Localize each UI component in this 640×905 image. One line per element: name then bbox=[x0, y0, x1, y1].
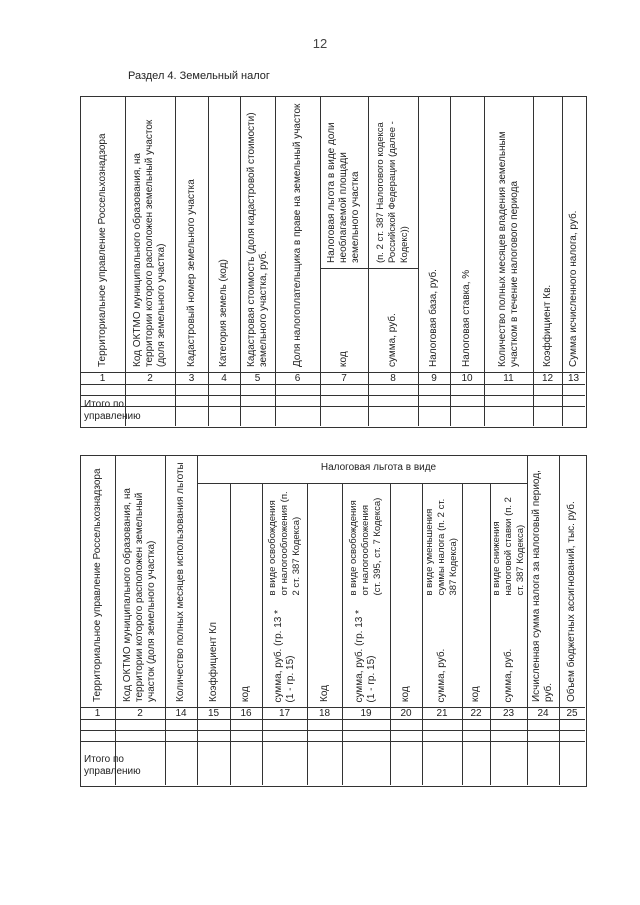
table1-total-label: Итого по управлению bbox=[84, 399, 141, 422]
table2-header-code-1-text: код bbox=[240, 686, 251, 702]
table1-header-5-text: Кадастровая стоимость (доля кадастровой стоимости) земельного участка, руб. bbox=[245, 112, 269, 367]
table1-colnum-2: 2 bbox=[147, 373, 153, 384]
table1-header-11 bbox=[484, 96, 533, 372]
table2-group-title: Налоговая льгота в виде bbox=[320, 462, 437, 473]
table1-header-4-text: Категория земель (код) bbox=[218, 259, 229, 367]
table2-header-14-text: Количество полных месяцев использования льготы bbox=[175, 462, 186, 702]
table1-header-10-text: Налоговая ставка, % bbox=[461, 269, 472, 367]
table2-header-24 bbox=[527, 455, 559, 707]
table2-header-1 bbox=[80, 455, 115, 707]
table1-header-1-text: Территориальное управление Россельхознадзора bbox=[96, 133, 108, 367]
table1-header-benefit-ref-text: (п. 2 ст. 387 Налогового кодекса Российской Федерации (далее - Кодекс)) bbox=[375, 121, 410, 263]
table1-header-5 bbox=[240, 96, 275, 372]
table2-header-code-2 bbox=[307, 483, 342, 707]
table2-header-code-1 bbox=[230, 483, 262, 707]
table1-colnum-11: 11 bbox=[503, 373, 514, 384]
table1-header-13 bbox=[562, 96, 585, 372]
table2-header-sum-4 bbox=[490, 600, 527, 707]
table2-header-2-text: Код ОКТМО муниципального образования, на территории которого расположен земельный участок (доля земельного участка) bbox=[122, 488, 157, 702]
table2-subgroup-3-text: в виде уменьшения суммы налога (п. 2 ст. 387 Кодекса) bbox=[424, 498, 459, 595]
table2-row-divider bbox=[80, 741, 585, 742]
table1-row-divider bbox=[80, 384, 585, 385]
table1-header-benefit-text: Налоговая льгота в виде доли необлагаемой площади земельного участка bbox=[326, 122, 361, 263]
table2-header-sum-2-text: сумма, руб. (гр. 13 * (1 - гр. 15) bbox=[354, 609, 377, 702]
table1-header-3-text: Кадастровый номер земельного участка bbox=[185, 179, 197, 367]
table2-header-sum-3-text: сумма, руб. bbox=[436, 648, 447, 702]
table1-header-sum bbox=[368, 268, 418, 372]
page-number: 12 bbox=[312, 36, 328, 51]
table1-header-12-text: Коэффициент Кв. bbox=[541, 284, 553, 367]
table1-header-3 bbox=[175, 96, 208, 372]
table2-header-15-text: Коэффициент Кл bbox=[207, 622, 219, 702]
table1-colnum-5: 5 bbox=[254, 373, 261, 384]
table1-colnum-4: 4 bbox=[221, 373, 227, 384]
table2-header-code-3-text: код bbox=[400, 686, 411, 702]
table2-header-sum-1 bbox=[262, 600, 307, 707]
table1-header-2-text: Код ОКТМО муниципального образования, на территории которого расположен земельный участок (доля земельного участка) bbox=[132, 119, 167, 367]
table1-header-6-text: Доля налогоплательщика в праве на земельный участок bbox=[291, 103, 303, 367]
table1-colnum-1: 1 bbox=[99, 373, 106, 384]
table2-header-sum-4-text: сумма, руб. bbox=[502, 648, 514, 702]
table2-subgroup-2-text: в виде освобождения от налогообложения (ст. 395, ст. 7 Кодекса) bbox=[348, 497, 383, 595]
table1-header-4 bbox=[208, 96, 240, 372]
table2-colnum-19: 19 bbox=[360, 708, 372, 719]
table2-header-24-text: Исчисленная сумма налога за налоговый период, руб. bbox=[531, 470, 554, 702]
table2-subgroup-3 bbox=[422, 483, 462, 600]
section-title: Раздел 4. Земельный налог bbox=[128, 70, 270, 82]
table2-header-code-4-text: код bbox=[470, 686, 481, 702]
table1-colnum-7: 7 bbox=[341, 373, 347, 384]
table2-row-divider bbox=[80, 730, 585, 731]
table1-colnum-13: 13 bbox=[567, 373, 580, 384]
table1-colnum-10: 10 bbox=[461, 373, 473, 384]
table1-header-9-text: Налоговая база, руб. bbox=[428, 269, 439, 367]
table2-header-14 bbox=[165, 455, 197, 707]
table2-colnum-21: 21 bbox=[436, 708, 448, 719]
table1-header-sum-text: сумма, руб. bbox=[387, 313, 398, 367]
table1-header-13-text: Сумма исчисленного налога, руб. bbox=[567, 210, 579, 367]
table1-header-9 bbox=[418, 96, 450, 372]
table1-row-divider bbox=[80, 395, 585, 396]
table2-header-sum-3 bbox=[422, 600, 462, 707]
table1-header-code bbox=[320, 268, 368, 372]
table2-header-15 bbox=[197, 455, 230, 707]
table2-colnum-1: 1 bbox=[94, 708, 101, 719]
table2-subgroup-1-text: в виде освобождения от налогообложения (п. 2 ст. 387 Кодекса) bbox=[266, 490, 302, 595]
table1-header-2 bbox=[125, 96, 175, 372]
table2-colnum-2: 2 bbox=[137, 708, 143, 719]
table1-header-11-text: Количество полных месяцев владения земельным участком в течение налогового периода bbox=[496, 131, 520, 367]
table2-colnum-20: 20 bbox=[400, 708, 412, 719]
table2-header-2 bbox=[115, 455, 165, 707]
table2-header-sum-2 bbox=[342, 600, 390, 707]
table2-colnum-17: 17 bbox=[278, 708, 291, 719]
table1-header-benefit bbox=[320, 96, 368, 268]
table2-colnum-23: 23 bbox=[502, 708, 515, 719]
table1-colnum-3: 3 bbox=[188, 373, 195, 384]
table2-header-code-2-text: Код bbox=[318, 684, 330, 702]
table2-subgroup-4 bbox=[490, 483, 527, 600]
table2-header-code-4 bbox=[462, 483, 490, 707]
table2-row-divider bbox=[80, 719, 585, 720]
table2-colnum-16: 16 bbox=[240, 708, 252, 719]
table1-colnum-8: 8 bbox=[390, 373, 396, 384]
table2-header-code-3 bbox=[390, 483, 422, 707]
table1-header-12 bbox=[533, 96, 562, 372]
table2-colnum-14: 14 bbox=[175, 708, 187, 719]
table2-subgroup-2 bbox=[342, 483, 390, 600]
table1-header-6 bbox=[275, 96, 320, 372]
table2-header-25 bbox=[559, 455, 585, 707]
table2-header-sum-1-text: сумма, руб. (гр. 13 * (1 - гр. 15) bbox=[272, 609, 296, 702]
table2-header-1-text: Территориальное управление Россельхознадзора bbox=[91, 468, 103, 702]
table2-subgroup-4-text: в виде снижения налоговой ставки (п. 2 ст. 387 Кодекса) bbox=[490, 496, 526, 595]
table1-colnum-6: 6 bbox=[294, 373, 301, 384]
table1-colnum-12: 12 bbox=[541, 373, 554, 384]
table1-header-benefit-ref bbox=[368, 96, 418, 268]
table2-colnum-18: 18 bbox=[318, 708, 331, 719]
table2-colnum-24: 24 bbox=[537, 708, 549, 719]
table2-colnum-25: 25 bbox=[566, 708, 578, 719]
table2-header-25-text: Объем бюджетных ассигнований, тыс. руб. bbox=[566, 501, 577, 702]
table1-colnum-9: 9 bbox=[431, 373, 437, 384]
table2-subgroup-1 bbox=[262, 483, 307, 600]
table2-total-label: Итого по управлению bbox=[84, 754, 141, 777]
table2-colnum-22: 22 bbox=[470, 708, 482, 719]
table1-header-code-text: код bbox=[338, 351, 349, 367]
table2-colnum-15: 15 bbox=[207, 708, 220, 719]
table1-header-1 bbox=[80, 96, 125, 372]
table1-header-10 bbox=[450, 96, 484, 372]
